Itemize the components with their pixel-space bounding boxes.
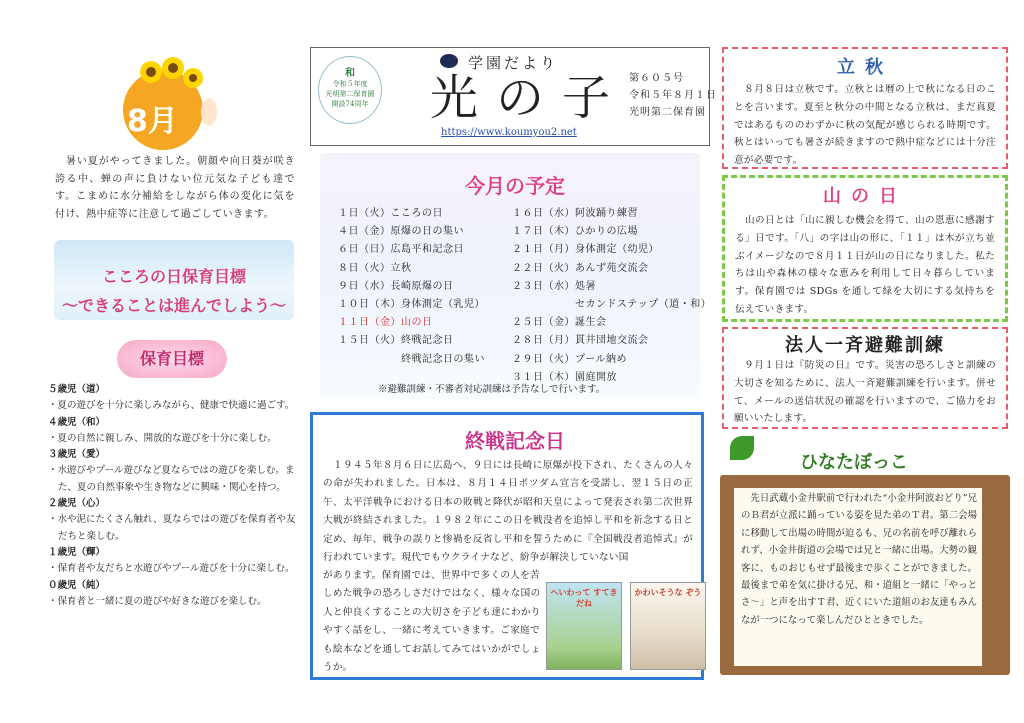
schedule-item: １０日（木）身体測定（乳児） — [338, 299, 485, 311]
schedule-item: １１日（金）山の日 — [338, 317, 433, 329]
goal-list — [48, 382, 296, 610]
hinata-text: 先日武蔵小金井駅前で行われた“小金井阿波おどり”兄のＢ君が立派に踊っている姿を見た弟のＴ君。第二会場に移動して出場の時間が迫るも、兄の名前を呼び離れられず、小金井街道の会場では兄と一緒に出場。大勢の観客に、ものおじもせず最後まで歩くことができました。最後まで弟を気に掛ける兄、和・道組と一緒に「やっとさ～」と声を出すＴ君、近くにいた道組のお友達もみんなが一つになって楽しんだひとときでした。 — [741, 493, 977, 626]
schedule-item: ２３日（水）処暑 — [512, 280, 596, 292]
picture-book-cover — [546, 582, 622, 670]
schedule-item: １７日（木）ひかりの広場 — [512, 226, 638, 238]
schedule-item: ６日（日）広島平和記念日 — [338, 244, 464, 256]
mountain-day-text: 山の日とは「山に親しむ機会を得て、山の恩恵に感謝する」日です。「八」の字は山の形に、「１１」は木が立ち並ぶイメージなので８月１１日が山の日になりました。私たちは山や森林の様々な恵みを利用して日々暮らしています。保育園では SDGs を通して緑を大切にする気持ちを伝えていきます。 — [735, 215, 995, 315]
goal-text: ・水や泥にたくさん触れ、夏ならではの遊びを保育者や友だちと楽しむ。 — [48, 514, 296, 542]
picture-book-cover — [630, 582, 706, 670]
schedule-item: １５日（火）終戦記念日 — [338, 335, 454, 347]
mountain-day-title: 山の日 — [823, 186, 907, 207]
goal-text: ・保育者と一緒に夏の遊びや好きな遊びを楽しむ。 — [48, 595, 267, 607]
war-memorial-title: 終戦記念日 — [465, 429, 565, 453]
schedule-item: ４日（金）原爆の日の集い — [338, 226, 464, 238]
goal-text: ・保育者や友だちと水遊びやプール遊びを十分に楽しむ。 — [48, 563, 295, 575]
goal-age: ４歳児（和） — [48, 416, 106, 428]
schedule-list-1 — [338, 205, 485, 369]
issue-org: 光明第二保育園 — [629, 107, 706, 118]
evacuation-drill-title: 法人一斉避難訓練 — [785, 335, 945, 356]
schedule-item: ２５日（金）誕生会 — [512, 317, 607, 329]
risshu-text: ８月８日は立秋です。立秋とは暦の上で秋になる日のことを言います。夏至と秋分の中間となる立秋は、まだ真夏ではあるもののわずかに秋の気配が感じられる時期です。秋とはいっても暑さが続きますので熱中症などには十分注意が必要です。 — [734, 84, 996, 167]
issue-info — [629, 70, 717, 121]
schedule-item: ２１日（月）身体測定（幼児） — [512, 244, 659, 256]
kokoro-goal-subtitle: ～できることは進んでしよう～ — [61, 296, 286, 315]
website-link[interactable]: https://www.koumyou2.net — [441, 127, 577, 138]
schedule-item: ３１日（木）園庭開放 — [512, 371, 617, 383]
paper-subtitle: 学園だより — [468, 54, 559, 72]
schedule-note: ※避難訓練・不審者対応訓練は予告なしで行います。 — [378, 384, 606, 395]
risshu-title: 立秋 — [837, 57, 893, 78]
logo-icon — [440, 54, 458, 68]
issue-number: 第６０５号 — [629, 73, 684, 84]
goal-age: ２歳児（心） — [48, 498, 106, 510]
schedule-item: ９日（水）長崎原爆の日 — [338, 280, 454, 292]
kokoro-goal-title: こころの日保育目標 — [101, 267, 246, 286]
issue-date: 令和５年８月１日 — [629, 90, 717, 101]
risshu-box — [722, 47, 1008, 169]
goal-age: ５歳児（道） — [48, 384, 106, 395]
schedule-title: 今月の予定 — [465, 174, 565, 198]
paper-title: 光の子 — [430, 70, 629, 126]
month-badge-label: 8月 — [127, 104, 178, 139]
book-title: へいわって すてきだね — [550, 588, 618, 608]
seal-text: 和 令和５年度 光明第二保育園 開設74周年 — [325, 68, 375, 108]
schedule-item: １６日（水）阿波踊り練習 — [512, 208, 638, 219]
mountain-day-box — [722, 175, 1008, 322]
evacuation-drill-box — [722, 327, 1008, 429]
hinata-title: ひなたぼっこ — [800, 452, 908, 473]
goal-text: ・夏の遊びを十分に楽しみながら、健康で快適に過ごす。 — [48, 400, 295, 412]
schedule-item: ２９日（火）プール納め — [512, 353, 627, 365]
schedule-item: ２８日（月）貫井団地交流会 — [512, 335, 649, 347]
schedule-item: 終戦記念日の集い — [338, 353, 485, 365]
goal-age: ３歳児（愛） — [48, 449, 106, 461]
war-memorial-text: １９４５年８月６日に広島へ、９日には長崎に原爆が投下され、たくさんの人々の命が失われました。日本は、８月１４日ポツダム宣言を受諾し、翌１５日の正午、太平洋戦争における日本の敗戦と降伏が昭和天皇によって発表され第二次世界大戦が終結されました。１９８２年にこの日を戦没者を追悼し平和を祈念する日と定め、毎年、戦争の誤りと惨禍を反省し平和を誓うために『全国戦没者追悼式』が行われています。現代でもウクライナなど、紛争が解決していない国 — [323, 460, 693, 564]
schedule-item: セカンドステップ（道・和） — [512, 299, 712, 311]
schedule-item: ２２日（火）あんず苑交流会 — [512, 262, 649, 274]
leaf-icon — [730, 436, 754, 460]
war-memorial-text-2: があります。保育園では、世界中で多くの人を苦しめた戦争の恐ろしさだけではなく、様々な国の人と仲良くすることの大切さを子ども達にわかりやすく話をし、一緒に考えていきます。ご家庭でも絵本などを通してお話してみてはいかがでしょうか。 — [323, 570, 541, 674]
goal-text: ・夏の自然に親しみ、開放的な遊びを十分に楽しむ。 — [48, 432, 277, 444]
anniversary-seal — [318, 56, 382, 124]
goal-age: ０歳児（純） — [48, 579, 106, 591]
kokoro-goal-banner — [54, 240, 294, 320]
schedule-item: １日（火）こころの日 — [338, 208, 443, 219]
august-badge — [105, 52, 225, 152]
intro-text: 暑い夏がやってきました。朝顔や向日葵が咲き誇る中、蝉の声に負けない位元気な子ども達です。こまめに水分補給をしながら体の変化に気を付け、熱中症等に注意して過ごしていきます。 — [55, 156, 295, 220]
schedule-item: ８日（火）立秋 — [338, 262, 412, 274]
book-title: かわいそうな ぞう — [634, 588, 702, 597]
goal-age: １歳児（輝） — [48, 546, 106, 558]
evacuation-drill-text: ９月１日は『防災の日』です。災害の恐ろしさと訓練の大切さを知るために、法人一斉避難訓練を行います。併せて、メールの送信状況の確認を行いますので、ご協力をお願いいたします。 — [734, 360, 996, 425]
schedule-list-2 — [512, 205, 711, 387]
goal-heading: 保育目標 — [117, 340, 227, 378]
goal-text: ・水遊びやプール遊びなど夏ならではの遊びを楽しむ。また、夏の自然事象や生き物などに興味・関心を持つ。 — [48, 465, 295, 493]
